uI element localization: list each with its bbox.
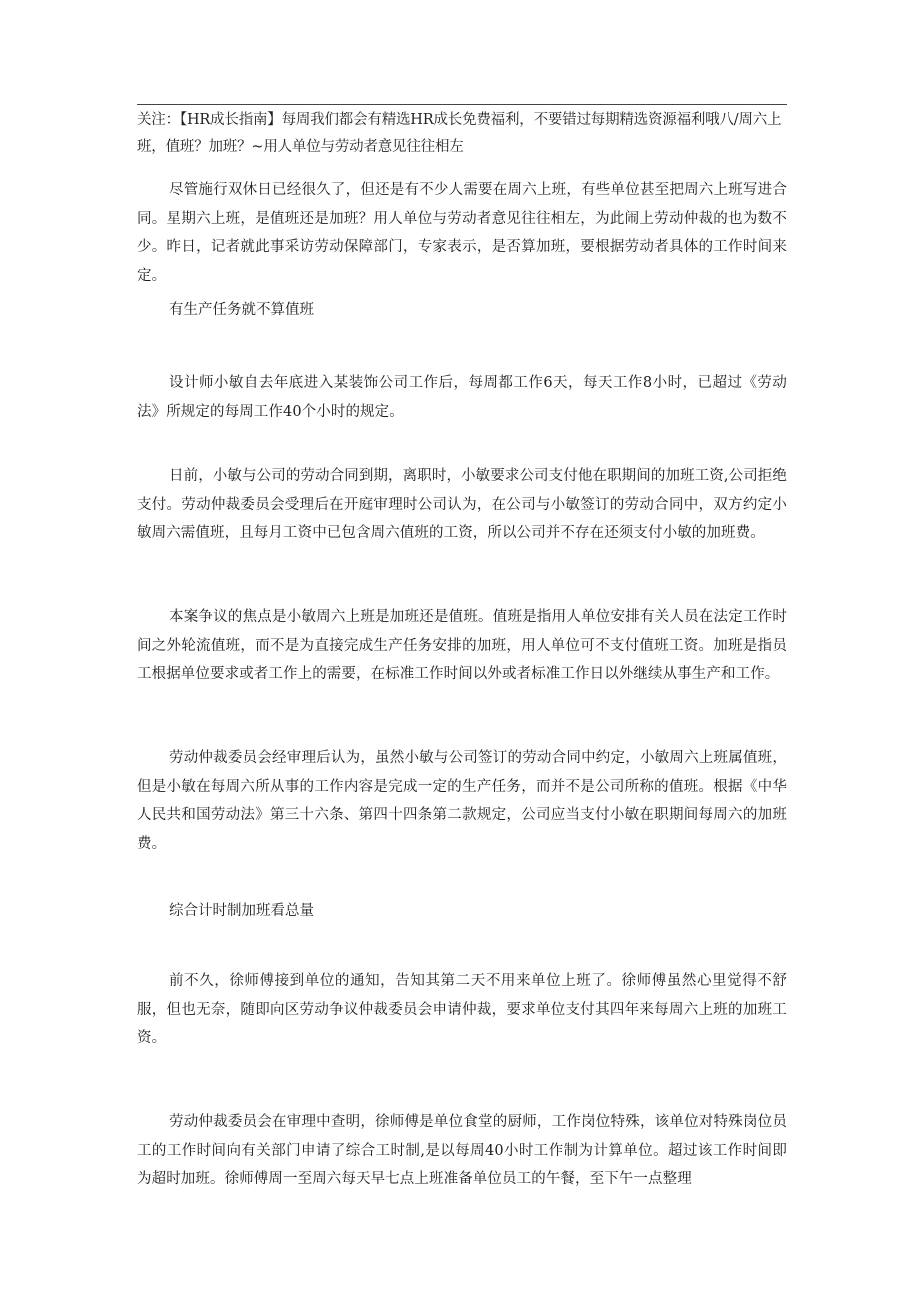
header-divider [137,104,787,105]
article-paragraph: 劳动仲裁委员会经审理后认为，虽然小敏与公司签订的劳动合同中约定，小敏周六上班属值班，但是小敏在每周六所从事的工作内容是完成一定的生产任务，而并不是公司所称的值班。根据《中华人民共和国劳动法》第三十六条、第四十四条第二款规定，公司应当支付小敏在职期间每周六的加班费。 [137,750,787,852]
article-paragraph: 劳动仲裁委员会在审理中查明，徐师傅是单位食堂的厨师，工作岗位特殊，该单位对特殊岗位员工的工作时间向有关部门申请了综合工时制,是以每周40小时工作制为计算单位。超过该工作时间即为超时加班。徐师傅周一至周六每天早七点上班准备单位员工的午餐，至下午一点整理 [137,1114,787,1187]
intro-paragraph: 尽管施行双休日已经很久了，但还是有不少人需要在周六上班，有些单位甚至把周六上班写进合同。星期六上班，是值班还是加班？用人单位与劳动者意见往往相左，为此闹上劳动仲裁的也为数不少。昨日，记者就此事采访劳动保障部门，专家表示，是否算加班，要根据劳动者具体的工作时间来定。 [137,182,787,284]
article-paragraph: 前不久，徐师傅接到单位的通知，告知其第二天不用来单位上班了。徐师傅虽然心里觉得不舒服，但也无奈，随即向区劳动争议仲裁委员会申请仲裁，要求单位支付其四年来每周六上班的加班工资。 [137,973,787,1046]
article-paragraph: 本案争议的焦点是小敏周六上班是加班还是值班。值班是指用人单位安排有关人员在法定工作时间之外轮流值班，而不是为直接完成生产任务安排的加班，用人单位可不支付值班工资。加班是指员工根据单位要求或者工作上的需要，在标准工作时间以外或者标准工作日以外继续从事生产和工作。 [137,609,787,682]
article-paragraph: 设计师小敏自去年底进入某装饰公司工作后，每周都工作6天，每天工作8小时，已超过《劳动法》所规定的每周工作40个小时的规定。 [137,375,787,420]
section-heading-2: 综合计时制加班看总量 [169,903,314,919]
header-note: 关注：【HR成长指南】每周我们都会有精选HR成长免费福利，不要错过每期精选资源福利哦八/周六上班，值班？加班？~用人单位与劳动者意见往往相左 [137,112,782,155]
section-heading-1: 有生产任务就不算值班 [169,302,314,318]
article-paragraph: 日前，小敏与公司的劳动合同到期，离职时，小敏要求公司支付他在职期间的加班工资,公司拒绝支付。劳动仲裁委员会受理后在开庭审理时公司认为，在公司与小敏签订的劳动合同中，双方约定小敏周六需值班，且每月工资中已包含周六值班的工资，所以公司并不存在还须支付小敏的加班费。 [137,468,787,541]
